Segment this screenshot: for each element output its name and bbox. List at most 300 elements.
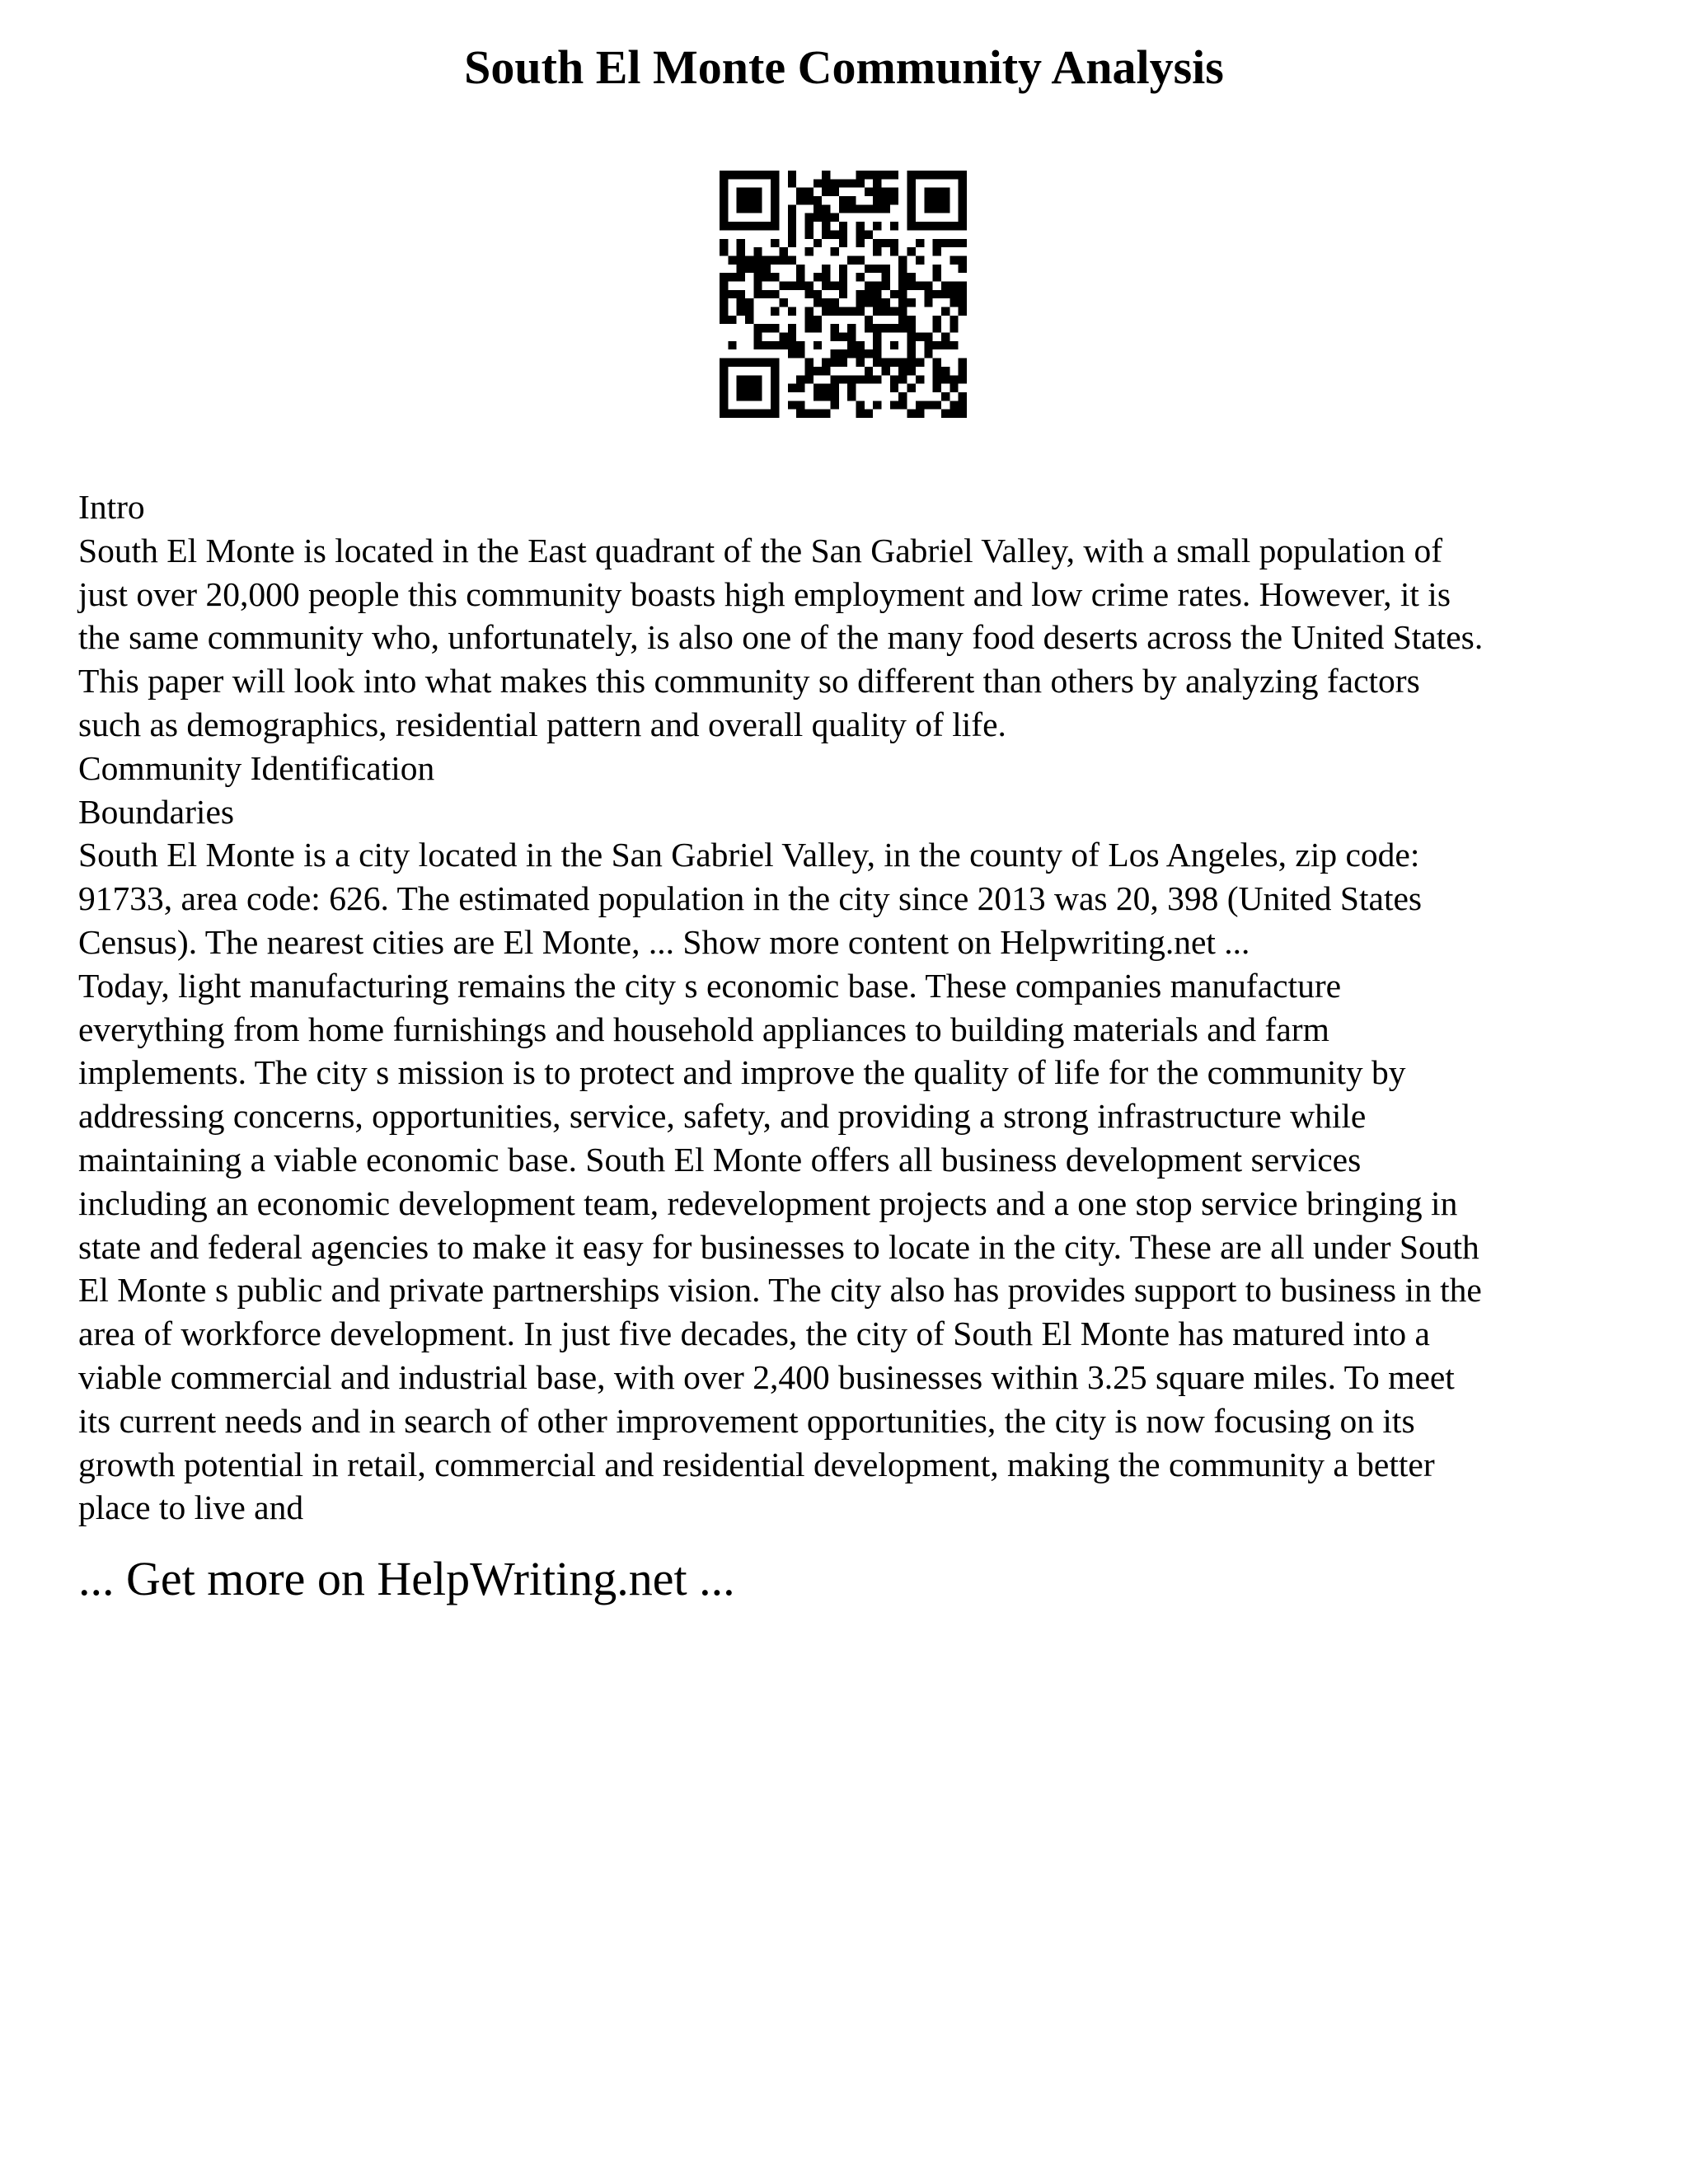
qr-module xyxy=(822,307,830,316)
qr-module xyxy=(856,239,865,247)
qr-module xyxy=(941,410,950,418)
qr-module xyxy=(950,316,958,324)
qr-module xyxy=(924,341,932,349)
qr-module xyxy=(898,392,907,401)
qr-module xyxy=(830,281,838,289)
qr-module xyxy=(822,179,830,187)
qr-module xyxy=(882,281,890,289)
qr-module xyxy=(882,324,890,332)
qr-module xyxy=(788,255,796,264)
qr-module xyxy=(856,349,865,358)
qr-module xyxy=(856,298,865,307)
section-heading-boundaries: Boundaries xyxy=(78,792,235,831)
qr-module xyxy=(924,298,932,307)
qr-module xyxy=(814,239,822,247)
qr-code-graphic xyxy=(720,171,967,418)
qr-module xyxy=(865,171,873,179)
qr-module xyxy=(890,247,898,255)
qr-module xyxy=(950,401,958,409)
qr-module xyxy=(728,359,736,367)
qr-module xyxy=(882,239,890,247)
qr-module xyxy=(830,188,838,196)
qr-module xyxy=(907,384,916,392)
paragraph-line: including an economic development team, redevelopment projects and a one stop service bringing in xyxy=(78,1183,1458,1222)
qr-module xyxy=(865,265,873,273)
qr-module xyxy=(959,188,967,196)
qr-module xyxy=(941,367,950,375)
qr-module xyxy=(822,367,830,375)
qr-module xyxy=(771,179,779,187)
qr-module xyxy=(959,307,967,316)
qr-code-icon[interactable] xyxy=(720,171,967,418)
qr-module xyxy=(882,171,890,179)
qr-module xyxy=(950,281,958,289)
paragraph-line: state and federal agencies to make it easy for businesses to locate in the city. These are all under South xyxy=(78,1227,1479,1266)
qr-module xyxy=(745,204,753,213)
qr-module xyxy=(779,333,787,341)
qr-module xyxy=(916,401,924,409)
qr-module xyxy=(856,359,865,367)
qr-module xyxy=(737,171,745,179)
qr-module xyxy=(839,349,847,358)
qr-module xyxy=(907,341,916,349)
qr-module xyxy=(898,265,907,273)
qr-module xyxy=(822,298,830,307)
qr-module xyxy=(950,375,958,383)
qr-module xyxy=(907,333,916,341)
qr-module xyxy=(814,196,822,204)
qr-module xyxy=(847,341,856,349)
qr-module xyxy=(959,375,967,383)
qr-module xyxy=(737,196,745,204)
qr-module xyxy=(941,333,950,341)
qr-module xyxy=(847,375,856,383)
qr-module xyxy=(933,188,941,196)
qr-module xyxy=(865,188,873,196)
qr-module xyxy=(753,171,762,179)
qr-module xyxy=(779,298,787,307)
paragraph-line: place to live and xyxy=(78,1488,304,1527)
qr-module xyxy=(865,281,873,289)
qr-module xyxy=(796,349,804,358)
qr-module xyxy=(822,188,830,196)
qr-module xyxy=(830,179,838,187)
qr-module xyxy=(856,171,865,179)
qr-module xyxy=(847,384,856,392)
qr-module xyxy=(898,367,907,375)
qr-module xyxy=(898,375,907,383)
qr-module xyxy=(737,298,745,307)
qr-module xyxy=(830,375,838,383)
qr-module xyxy=(745,265,753,273)
qr-module xyxy=(762,255,771,264)
qr-module xyxy=(762,359,771,367)
qr-module xyxy=(933,290,941,298)
qr-module xyxy=(720,213,728,222)
qr-module xyxy=(737,384,745,392)
qr-module xyxy=(873,265,881,273)
qr-module xyxy=(753,359,762,367)
qr-module xyxy=(916,281,924,289)
qr-module xyxy=(796,265,804,273)
qr-module xyxy=(890,341,898,349)
qr-module xyxy=(804,196,813,204)
qr-module xyxy=(959,196,967,204)
paragraph-line: the same community who, unfortunately, is also one of the many food deserts across the United States. xyxy=(78,618,1484,657)
qr-module xyxy=(882,265,890,273)
qr-module xyxy=(720,222,728,230)
qr-module xyxy=(720,375,728,383)
qr-module xyxy=(959,213,967,222)
qr-module xyxy=(856,341,865,349)
qr-module xyxy=(856,307,865,316)
qr-module xyxy=(788,401,796,409)
qr-module xyxy=(779,247,787,255)
paragraph-line: This paper will look into what makes this community so different than others by analyzing factors xyxy=(78,662,1420,701)
qr-module xyxy=(737,290,745,298)
qr-module xyxy=(830,247,838,255)
page-title: South El Monte Community Analysis xyxy=(464,40,1224,94)
qr-module xyxy=(873,401,881,409)
qr-module xyxy=(753,384,762,392)
qr-module xyxy=(771,213,779,222)
qr-module xyxy=(728,316,736,324)
qr-module xyxy=(933,265,941,273)
qr-module xyxy=(847,179,856,187)
qr-module xyxy=(753,265,762,273)
qr-module xyxy=(890,384,898,392)
qr-module xyxy=(830,230,838,238)
qr-module xyxy=(933,341,941,349)
qr-module xyxy=(873,359,881,367)
qr-module xyxy=(839,290,847,298)
get-more-link[interactable]: ... Get more on HelpWriting.net ... xyxy=(78,1552,735,1605)
qr-module xyxy=(882,307,890,316)
qr-module xyxy=(959,392,967,401)
qr-module xyxy=(788,384,796,392)
qr-module xyxy=(933,273,941,281)
qr-module xyxy=(745,359,753,367)
qr-module xyxy=(771,255,779,264)
qr-module xyxy=(865,204,873,213)
qr-module xyxy=(924,196,932,204)
qr-module xyxy=(882,359,890,367)
qr-module xyxy=(728,222,736,230)
qr-module xyxy=(950,298,958,307)
qr-module xyxy=(771,273,779,281)
qr-module xyxy=(771,375,779,383)
qr-module xyxy=(873,281,881,289)
qr-module xyxy=(796,375,804,383)
qr-module xyxy=(873,222,881,230)
qr-module xyxy=(788,204,796,213)
qr-module xyxy=(771,341,779,349)
qr-module xyxy=(745,384,753,392)
qr-module xyxy=(830,333,838,341)
qr-module xyxy=(814,392,822,401)
qr-module xyxy=(898,307,907,316)
qr-module xyxy=(941,307,950,316)
qr-module xyxy=(762,410,771,418)
qr-module xyxy=(890,196,898,204)
qr-module xyxy=(771,188,779,196)
qr-module xyxy=(839,196,847,204)
qr-module xyxy=(822,222,830,230)
qr-module xyxy=(753,392,762,401)
qr-module xyxy=(898,359,907,367)
qr-module xyxy=(788,222,796,230)
qr-module xyxy=(950,239,958,247)
qr-module xyxy=(924,281,932,289)
qr-module xyxy=(779,255,787,264)
qr-module xyxy=(907,273,916,281)
qr-module xyxy=(804,188,813,196)
qr-module xyxy=(822,359,830,367)
qr-module xyxy=(771,367,779,375)
qr-module xyxy=(745,188,753,196)
qr-module xyxy=(753,188,762,196)
qr-module xyxy=(788,307,796,316)
qr-module xyxy=(950,171,958,179)
qr-module xyxy=(873,188,881,196)
qr-module xyxy=(753,375,762,383)
qr-module xyxy=(804,307,813,316)
qr-module xyxy=(822,392,830,401)
paragraph-line: just over 20,000 people this community boasts high employment and low crime rates. However, it is xyxy=(78,574,1451,613)
qr-module xyxy=(822,410,830,418)
qr-module xyxy=(890,307,898,316)
qr-module xyxy=(814,213,822,222)
qr-module xyxy=(950,341,958,349)
qr-module xyxy=(890,290,898,298)
qr-module xyxy=(941,341,950,349)
qr-module xyxy=(822,265,830,273)
qr-module xyxy=(950,290,958,298)
qr-module xyxy=(814,204,822,213)
qr-module xyxy=(933,196,941,204)
qr-module xyxy=(737,204,745,213)
paragraph-line: 91733, area code: 626. The estimated population in the city since 2013 was 20, 398 (United States xyxy=(78,879,1423,918)
qr-module xyxy=(720,247,728,255)
paragraph-line: viable commercial and industrial base, with over 2,400 businesses within 3.25 square miles. To meet xyxy=(78,1357,1455,1396)
qr-module xyxy=(753,281,762,289)
qr-module xyxy=(771,401,779,409)
qr-module xyxy=(882,298,890,307)
qr-module xyxy=(907,204,916,213)
qr-module xyxy=(814,316,822,324)
paragraph-line: everything from home furnishings and household appliances to building materials and farm xyxy=(78,1010,1329,1048)
qr-module xyxy=(728,290,736,298)
qr-module xyxy=(959,265,967,273)
qr-module xyxy=(950,410,958,418)
qr-module xyxy=(745,375,753,383)
qr-module xyxy=(804,222,813,230)
qr-module xyxy=(941,204,950,213)
qr-module xyxy=(882,273,890,281)
qr-module xyxy=(924,333,932,341)
qr-module xyxy=(882,367,890,375)
qr-module xyxy=(873,290,881,298)
qr-module xyxy=(720,410,728,418)
qr-module xyxy=(898,401,907,409)
section-heading-intro: Intro xyxy=(78,488,145,526)
qr-module xyxy=(745,222,753,230)
qr-module xyxy=(873,307,881,316)
qr-module xyxy=(941,281,950,289)
qr-module xyxy=(907,281,916,289)
qr-module xyxy=(959,359,967,367)
qr-module xyxy=(839,333,847,341)
qr-module xyxy=(950,324,958,332)
qr-module xyxy=(907,367,916,375)
qr-module xyxy=(907,298,916,307)
qr-module xyxy=(839,307,847,316)
qr-module xyxy=(882,188,890,196)
qr-module xyxy=(796,196,804,204)
qr-module xyxy=(933,359,941,367)
qr-module xyxy=(907,324,916,332)
qr-module xyxy=(873,349,881,358)
qr-module xyxy=(788,230,796,238)
qr-module xyxy=(933,171,941,179)
qr-module xyxy=(916,375,924,383)
qr-module xyxy=(762,341,771,349)
qr-module xyxy=(720,367,728,375)
qr-module xyxy=(839,265,847,273)
qr-module xyxy=(737,410,745,418)
document-body xyxy=(78,485,1628,1530)
qr-module xyxy=(924,349,932,358)
qr-module xyxy=(933,375,941,383)
qr-module xyxy=(890,359,898,367)
qr-module xyxy=(771,290,779,298)
qr-module xyxy=(839,273,847,281)
qr-module xyxy=(873,247,881,255)
qr-module xyxy=(771,384,779,392)
qr-module xyxy=(762,265,771,273)
qr-module xyxy=(933,316,941,324)
qr-module xyxy=(814,298,822,307)
qr-module xyxy=(907,247,916,255)
qr-module xyxy=(814,341,822,349)
qr-module xyxy=(788,324,796,332)
qr-module xyxy=(873,298,881,307)
qr-module xyxy=(941,290,950,298)
qr-module xyxy=(779,341,787,349)
qr-module xyxy=(720,239,728,247)
qr-module xyxy=(720,359,728,367)
qr-module xyxy=(933,401,941,409)
qr-module xyxy=(737,392,745,401)
qr-module xyxy=(814,179,822,187)
qr-module xyxy=(814,290,822,298)
qr-module xyxy=(933,324,941,332)
qr-module xyxy=(950,222,958,230)
qr-module xyxy=(890,171,898,179)
qr-module xyxy=(830,307,838,316)
qr-module xyxy=(907,171,916,179)
qr-module xyxy=(839,359,847,367)
qr-module xyxy=(804,375,813,383)
qr-module xyxy=(720,188,728,196)
qr-module xyxy=(959,367,967,375)
qr-module xyxy=(788,239,796,247)
qr-module xyxy=(890,324,898,332)
qr-module xyxy=(728,171,736,179)
qr-module xyxy=(745,196,753,204)
qr-module xyxy=(916,333,924,341)
qr-module xyxy=(737,273,745,281)
qr-module xyxy=(865,316,873,324)
qr-module xyxy=(804,281,813,289)
qr-module xyxy=(941,222,950,230)
qr-module xyxy=(822,230,830,238)
qr-module xyxy=(898,273,907,281)
qr-module xyxy=(856,179,865,187)
qr-module xyxy=(898,290,907,298)
qr-module xyxy=(959,171,967,179)
qr-module xyxy=(737,359,745,367)
qr-module xyxy=(830,349,838,358)
qr-module xyxy=(737,239,745,247)
qr-module xyxy=(830,213,838,222)
qr-module xyxy=(728,255,736,264)
qr-module xyxy=(830,401,838,409)
qr-module xyxy=(873,341,881,349)
qr-module xyxy=(847,196,856,204)
qr-module xyxy=(865,230,873,238)
qr-module xyxy=(771,324,779,332)
qr-module xyxy=(771,392,779,401)
qr-module xyxy=(796,341,804,349)
qr-module xyxy=(728,341,736,349)
qr-module xyxy=(771,204,779,213)
qr-module xyxy=(804,410,813,418)
paragraph-line: El Monte s public and private partnerships vision. The city also has provides support to business in the xyxy=(78,1271,1482,1310)
qr-module xyxy=(916,359,924,367)
qr-module xyxy=(839,222,847,230)
qr-module xyxy=(959,239,967,247)
qr-module xyxy=(788,349,796,358)
qr-module xyxy=(804,230,813,238)
qr-module xyxy=(839,204,847,213)
qr-module xyxy=(933,204,941,213)
qr-module xyxy=(753,247,762,255)
paragraph-line-show-more: Census). The nearest cities are El Monte, ... Show more content on Helpwriting.net ... xyxy=(78,922,1250,961)
qr-module xyxy=(890,401,898,409)
qr-module xyxy=(941,375,950,383)
qr-module xyxy=(788,281,796,289)
qr-module xyxy=(959,179,967,187)
qr-module xyxy=(814,324,822,332)
qr-module xyxy=(856,255,865,264)
qr-module xyxy=(737,255,745,264)
qr-module xyxy=(933,222,941,230)
qr-module xyxy=(753,196,762,204)
qr-module xyxy=(950,384,958,392)
qr-module xyxy=(822,281,830,289)
qr-module xyxy=(796,410,804,418)
qr-module xyxy=(856,290,865,298)
qr-module xyxy=(959,222,967,230)
qr-module xyxy=(753,273,762,281)
qr-module xyxy=(737,307,745,316)
qr-module xyxy=(720,179,728,187)
qr-module xyxy=(873,204,881,213)
qr-module xyxy=(907,213,916,222)
qr-module xyxy=(890,239,898,247)
qr-module xyxy=(830,359,838,367)
